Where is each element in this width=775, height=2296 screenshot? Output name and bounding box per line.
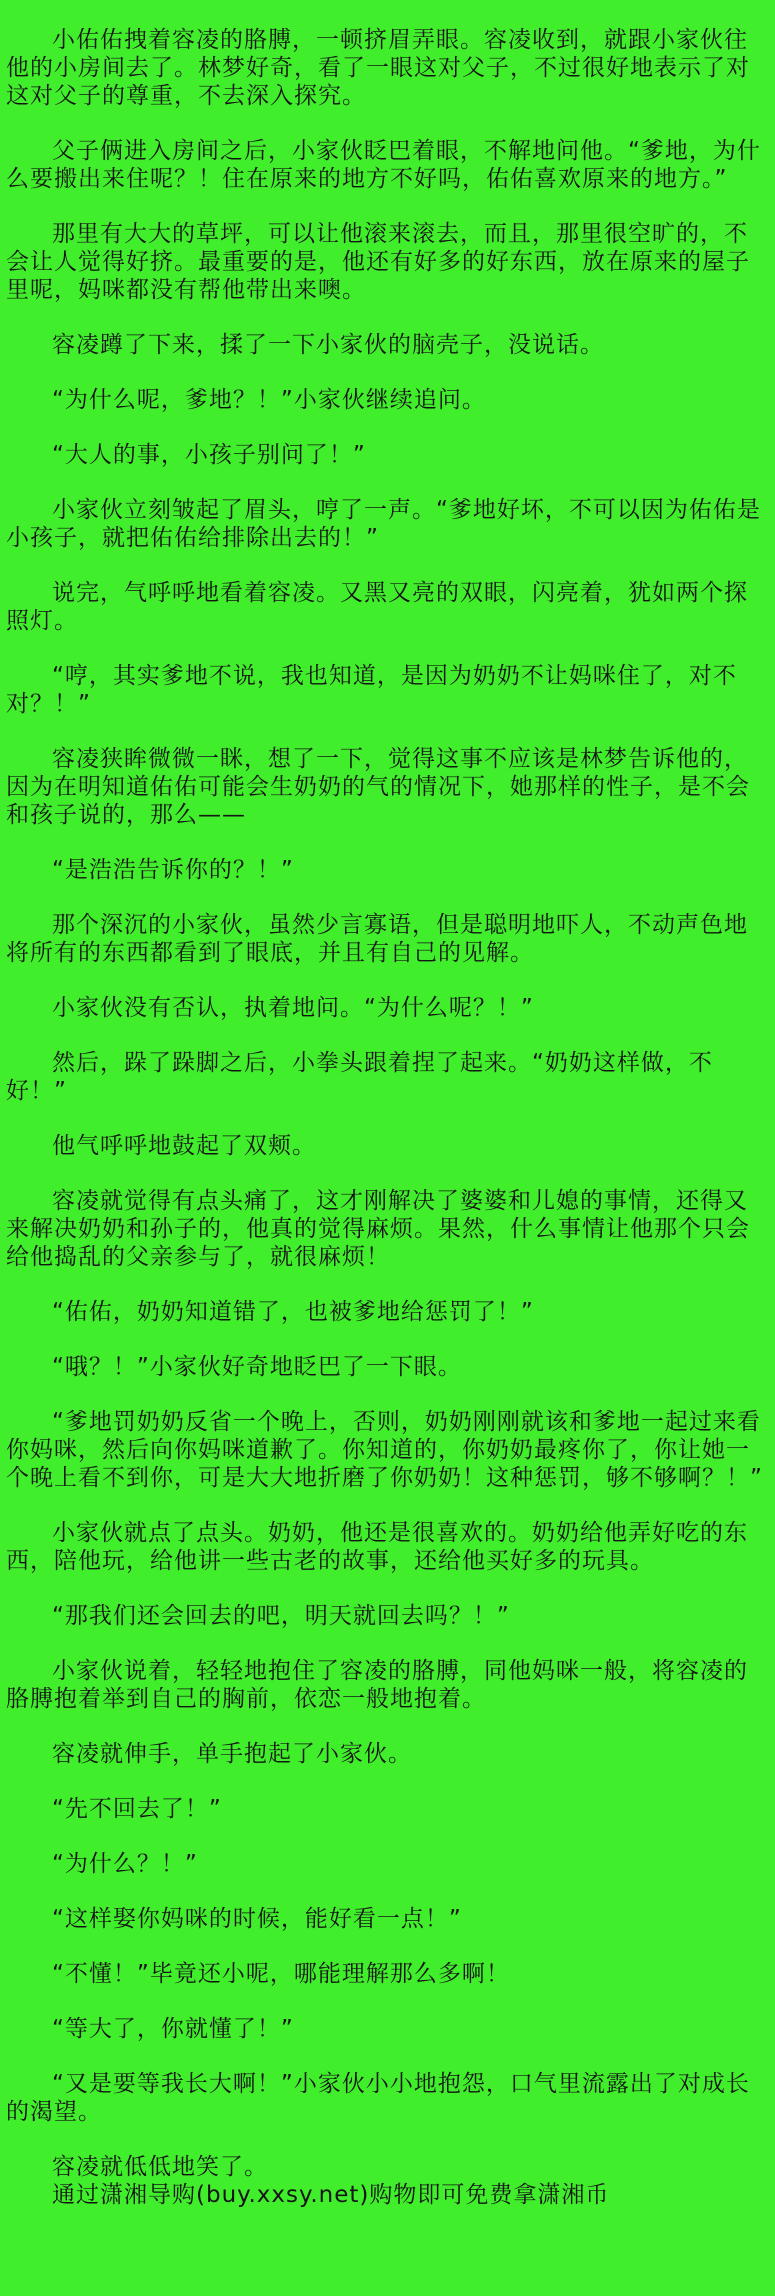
story-text bbox=[6, 26, 769, 2181]
paragraph: 容凌就觉得有点头痛了，这才刚解决了婆婆和儿媳的事情，还得又来解决奶奶和孙子的，他真的觉得麻烦。果然，什么事情让他那个只会给他捣乱的父亲参与了，就很麻烦！ bbox=[6, 1188, 750, 1270]
paragraph: 父子俩进入房间之后，小家伙眨巴着眼，不解地问他。“爹地，为什么要搬出来住呢？！住在原来的地方不好吗，佑佑喜欢原来的地方。” bbox=[6, 138, 761, 192]
paragraph: 说完，气呼呼地看着容凌。又黑又亮的双眼，闪亮着，犹如两个探照灯。 bbox=[6, 580, 748, 634]
paragraph: 小家伙就点了点头。奶奶，他还是很喜欢的。奶奶给他弄好吃的东西，陪他玩，给他讲一些古老的故事，还给他买好多的玩具。 bbox=[6, 1520, 748, 1574]
paragraph: 他气呼呼地鼓起了双颊。 bbox=[52, 1133, 316, 1159]
paragraph: 那里有大大的草坪，可以让他滚来滚去，而且，那里很空旷的，不会让人觉得好挤。最重要的是，他还有好多的好东西，放在原来的屋子里呢，妈咪都没有帮他带出来噢。 bbox=[6, 221, 750, 303]
paragraph: “大人的事，小孩子别问了！” bbox=[52, 442, 366, 468]
footer-promo: 通过潇湘导购(buy.xxsy.net)购物即可免费拿潇湘币 bbox=[52, 2182, 610, 2208]
paragraph: 容凌就低低地笑了。 bbox=[52, 2154, 268, 2180]
paragraph: “这样娶你妈咪的时候，能好看一点！” bbox=[52, 1906, 462, 1932]
paragraph: “等大了，你就懂了！” bbox=[52, 2016, 294, 2042]
paragraph: “哦？！”小家伙好奇地眨巴了一下眼。 bbox=[52, 1354, 462, 1380]
paragraph: “为什么？！” bbox=[52, 1851, 198, 1877]
paragraph: 小家伙立刻皱起了眉头，哼了一声。“爹地好坏，不可以因为佑佑是小孩子，就把佑佑给排除出去的！” bbox=[6, 497, 761, 551]
paragraph: 小佑佑拽着容凌的胳膊，一顿挤眉弄眼。容凌收到，就跟小家伙往他的小房间去了。林梦好奇，看了一眼这对父子，不过很好地表示了对这对父子的尊重，不去深入探究。 bbox=[6, 27, 750, 109]
paragraph: 容凌蹲了下来，揉了一下小家伙的脑壳子，没说话。 bbox=[52, 332, 604, 358]
paragraph: “爹地罚奶奶反省一个晚上，否则，奶奶刚刚就该和爹地一起过来看你妈咪，然后向你妈咪道歉了。你知道的，你奶奶最疼你了，你让她一个晚上看不到你，可是大大地折磨了你奶奶！这种惩罚，够不够啊？！” bbox=[6, 1409, 763, 1491]
paragraph: “先不回去了！” bbox=[52, 1796, 222, 1822]
paragraph: 容凌就伸手，单手抱起了小家伙。 bbox=[52, 1741, 412, 1767]
paragraph: “又是要等我长大啊！”小家伙小小地抱怨，口气里流露出了对成长的渴望。 bbox=[6, 2071, 750, 2125]
paragraph: “佑佑，奶奶知道错了，也被爹地给惩罚了！” bbox=[52, 1299, 534, 1325]
paragraph: “哼，其实爹地不说，我也知道，是因为奶奶不让妈咪住了，对不对？！” bbox=[6, 663, 737, 717]
paragraph: “为什么呢，爹地？！”小家伙继续追问。 bbox=[52, 387, 486, 413]
paragraph: “是浩浩告诉你的？！” bbox=[52, 857, 294, 883]
paragraph: 容凌狭眸微微一眯，想了一下，觉得这事不应该是林梦告诉他的，因为在明知道佑佑可能会生奶奶的气的情况下，她那样的性子，是不会和孩子说的，那么—— bbox=[6, 746, 750, 828]
paragraph: 那个深沉的小家伙，虽然少言寡语，但是聪明地吓人，不动声色地将所有的东西都看到了眼底，并且有自己的见解。 bbox=[6, 912, 748, 966]
paragraph: “不懂！”毕竟还小呢，哪能理解那么多啊！ bbox=[52, 1961, 510, 1987]
paragraph: 小家伙没有否认，执着地问。“为什么呢？！” bbox=[52, 995, 534, 1021]
paragraph: 然后，跺了跺脚之后，小拳头跟着捏了起来。“奶奶这样做，不好！” bbox=[6, 1050, 713, 1104]
paragraph: 小家伙说着，轻轻地抱住了容凌的胳膊，同他妈咪一般，将容凌的胳膊抱着举到自己的胸前，依恋一般地抱着。 bbox=[6, 1658, 748, 1712]
paragraph: “那我们还会回去的吧，明天就回去吗？！” bbox=[52, 1603, 510, 1629]
